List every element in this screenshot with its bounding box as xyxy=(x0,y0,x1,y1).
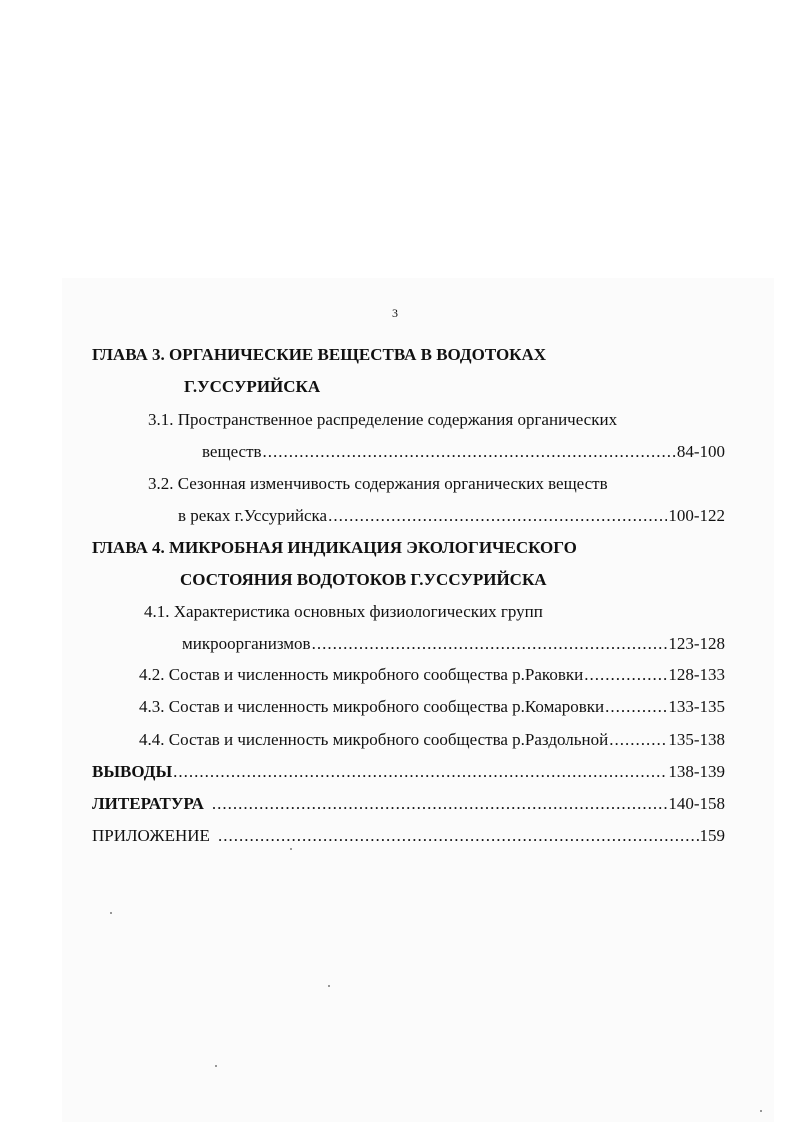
scan-speck xyxy=(110,912,112,914)
scan-speck xyxy=(215,1065,217,1067)
section-3-1-title: 3.1. Пространственное распределение содержания органических xyxy=(148,410,618,429)
leader-dots xyxy=(609,729,667,751)
section-4-1-label: микроорганизмов xyxy=(182,634,311,653)
section-4-4-label: 4.4. Состав и численность микробного сообщества р.Раздольной xyxy=(139,730,609,749)
leader-dots xyxy=(328,505,667,527)
section-4-4-entry xyxy=(139,729,725,751)
chapter-3-title-line1: ГЛАВА 3. ОРГАНИЧЕСКИЕ ВЕЩЕСТВА В ВОДОТОКАХ xyxy=(92,345,547,364)
section-4-4-pages: 135-138 xyxy=(668,730,725,749)
section-3-1-label: веществ xyxy=(202,442,262,461)
leader-dots xyxy=(218,825,699,847)
chapter-4-title-line1: ГЛАВА 4. МИКРОБНАЯ ИНДИКАЦИЯ ЭКОЛОГИЧЕСКОГО xyxy=(92,538,577,557)
literature-entry xyxy=(92,793,725,815)
section-4-1-pages: 123-128 xyxy=(668,634,725,653)
literature-label: ЛИТЕРАТУРА xyxy=(92,794,204,813)
section-4-3-label: 4.3. Состав и численность микробного сообщества р.Комаровки xyxy=(139,697,605,716)
section-4-3-pages: 133-135 xyxy=(668,697,725,716)
leader-dots xyxy=(584,664,667,686)
section-3-1-pages: 84-100 xyxy=(676,442,725,461)
appendix-pages: 159 xyxy=(699,826,725,845)
leader-dots xyxy=(605,696,667,718)
appendix-entry xyxy=(92,825,725,847)
page-number: 3 xyxy=(392,306,398,320)
section-4-1-title: 4.1. Характеристика основных физиологических групп xyxy=(144,602,543,621)
section-4-2-pages: 128-133 xyxy=(668,665,725,684)
leader-dots xyxy=(312,633,668,655)
section-4-3-entry xyxy=(139,696,725,718)
section-3-1-entry xyxy=(202,441,725,463)
conclusions-entry xyxy=(92,761,725,783)
section-3-2-pages: 100-122 xyxy=(668,506,725,525)
section-4-2-label: 4.2. Состав и численность микробного сообщества р.Раковки xyxy=(139,665,584,684)
conclusions-pages: 138-139 xyxy=(668,762,725,781)
section-3-2-title: 3.2. Сезонная изменчивость содержания органических веществ xyxy=(148,474,608,493)
chapter-3-title-line2: Г.УССУРИЙСКА xyxy=(184,377,321,396)
section-3-2-entry xyxy=(178,505,725,527)
leader-dots xyxy=(263,441,676,463)
section-4-1-entry xyxy=(182,633,725,655)
scan-speck xyxy=(760,1110,762,1112)
scan-speck xyxy=(290,848,292,850)
literature-pages: 140-158 xyxy=(668,794,725,813)
section-3-2-label: в реках г.Уссурийска xyxy=(178,506,328,525)
conclusions-label: ВЫВОДЫ xyxy=(92,762,173,781)
section-4-2-entry xyxy=(139,664,725,686)
scan-speck xyxy=(328,985,330,987)
leader-dots xyxy=(173,761,667,783)
leader-dots xyxy=(212,793,667,815)
chapter-4-title-line2: СОСТОЯНИЯ ВОДОТОКОВ Г.УССУРИЙСКА xyxy=(180,570,547,589)
appendix-label: ПРИЛОЖЕНИЕ xyxy=(92,826,210,845)
